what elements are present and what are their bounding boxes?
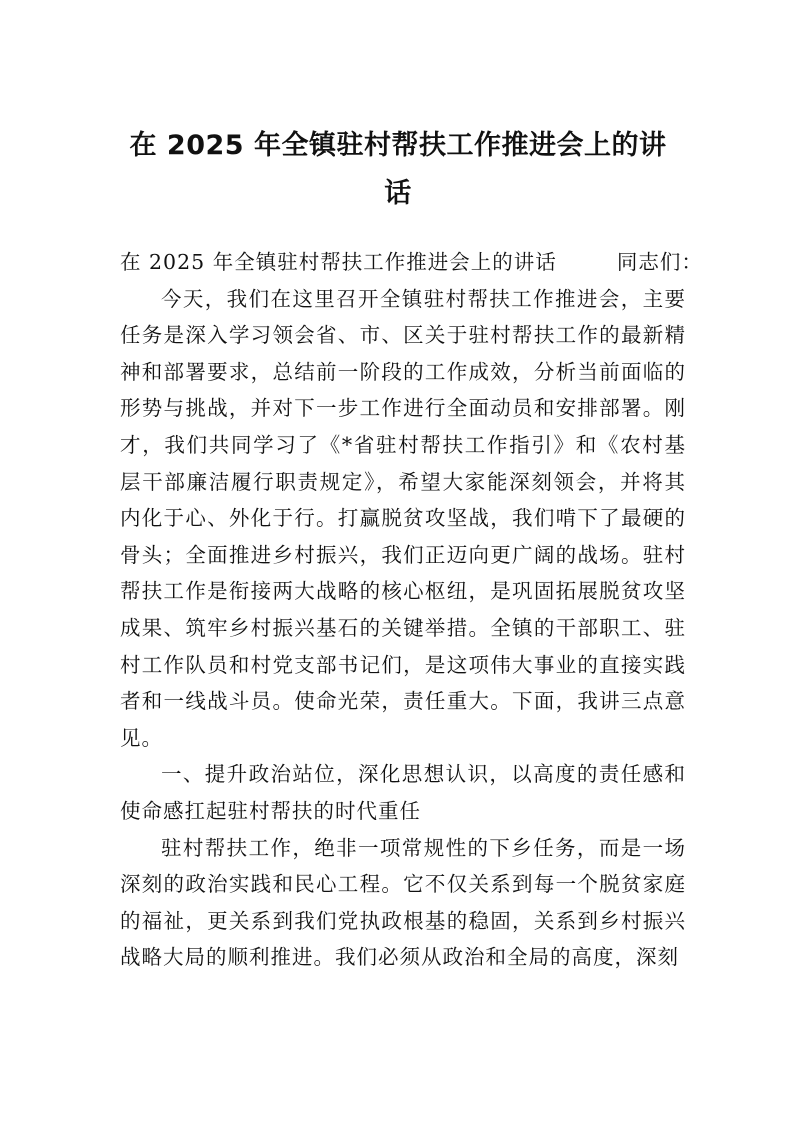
document-title: 在 2025 年全镇驻村帮扶工作推进会上的讲话 — [129, 130, 667, 209]
document-body — [120, 244, 703, 976]
section-paragraph: 驻村帮扶工作，绝非一项常规性的下乡任务，而是一场深刻的政治实践和民心工程。它不仅关系到每一个脱贫家庭的福祉，更关系到我们党执政根基的稳固，关系到乡村振兴战略大局的顺利推进。我们必须从政治和全局的高度，深刻 — [120, 835, 686, 970]
body-paragraph: 今天，我们在这里召开全镇驻村帮扶工作推进会，主要任务是深入学习领会省、市、区关于驻村帮扶工作的最新精神和部署要求，总结前一阶段的工作成效，分析当前面临的形势与挑战，并对下一步工作进行全面动员和安排部署。刚才，我们共同学习了《*省驻村帮扶工作指引》和《农村基层干部廉洁履行职责规定》，希望大家能深刻领会，并将其内化于心、外化于行。打赢脱贫攻坚战，我们啃下了最硬的骨头；全面推进乡村振兴，我们正迈向更广阔的战场。驻村帮扶工作是衔接两大战略的核心枢纽，是巩固拓展脱贫攻坚成果、筑牢乡村振兴基石的关键举措。全镇的干部职工、驻村工作队员和村党支部书记们，是这项伟大事业的直接实践者和一线战斗员。使命光荣，责任重大。下面，我讲三点意见。 — [120, 286, 686, 750]
opening-line: 在 2025 年全镇驻村帮扶工作推进会上的讲话 同志们： — [120, 250, 703, 274]
section-heading: 一、提升政治站位，深化思想认识，以高度的责任感和使命感扛起驻村帮扶的时代重任 — [120, 762, 686, 823]
